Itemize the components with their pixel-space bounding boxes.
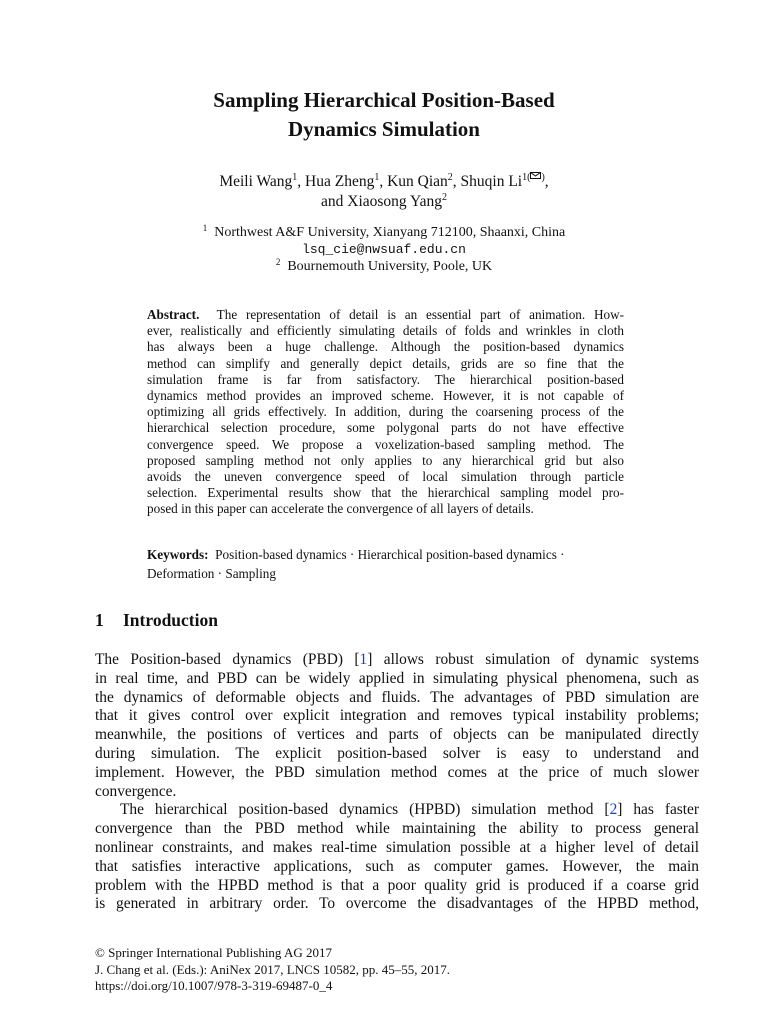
body-text-segment: problem with the HPBD method is that a poor quality grid is produced if a coarse grid xyxy=(95,876,699,894)
body-text-segment: that it gives control over explicit integration and removes typical instability problems; xyxy=(95,707,699,725)
body-text-segment: The Position-based dynamics (PBD) [ xyxy=(95,651,360,668)
abstract-line-text: method can simplify and generally depict details, grids are so fine that the xyxy=(147,355,624,371)
keywords-line-2: Deformation · Sampling xyxy=(147,566,276,581)
abstract-line xyxy=(147,388,624,404)
title-line-2: Dynamics Simulation xyxy=(288,117,480,141)
abstract-line-text: has always been a huge challenge. Although the position-based dynamics xyxy=(147,339,624,355)
body-text-segment: is generated in arbitrary order. To overcome the disadvantages of the HPBD method, xyxy=(95,895,699,913)
abstract-line xyxy=(147,339,624,355)
affiliation-number: 2 xyxy=(275,257,281,267)
title-line-1: Sampling Hierarchical Position-Based xyxy=(213,88,555,112)
keywords xyxy=(147,545,647,583)
affiliation-marker: 1 xyxy=(522,172,528,183)
author-list xyxy=(0,172,768,212)
body-line xyxy=(95,820,699,839)
body-line xyxy=(95,839,699,858)
abstract-line xyxy=(147,485,624,501)
body-line xyxy=(95,651,699,670)
email-line xyxy=(0,241,768,258)
abstract xyxy=(147,307,624,518)
section-title: Introduction xyxy=(123,610,218,630)
author-name: Xiaosong Yang xyxy=(347,193,442,210)
abstract-line-text: selection. Experimental results show that the hierarchical sampling model pro- xyxy=(147,485,624,501)
body-line xyxy=(95,764,699,783)
copyright-notice: © Springer International Publishing AG 2017 xyxy=(95,945,332,960)
abstract-line xyxy=(147,469,624,485)
abstract-line-text: proposed sampling method not only applies to any hierarchical grid but also xyxy=(147,452,624,468)
abstract-line xyxy=(147,404,624,420)
keywords-line-1: Position-based dynamics · Hierarchical position-based dynamics · xyxy=(215,547,565,562)
body-text-segment: ] has faster xyxy=(617,801,699,819)
abstract-line xyxy=(147,323,624,339)
body-text-segment: implement. However, the PBD simulation method comes at the price of much slower xyxy=(95,763,699,781)
affiliation-marker: 2 xyxy=(447,172,453,183)
section-number: 1 xyxy=(95,610,104,630)
abstract-line xyxy=(147,420,624,436)
body-line xyxy=(95,801,699,820)
body-text-segment: during simulation. The explicit position-based solver is easy to understand and xyxy=(95,744,699,762)
affiliation-marker: 2 xyxy=(442,192,447,203)
body-text-segment: that satisfies interactive applications, such as computer games. However, the main xyxy=(95,857,699,875)
abstract-label: Abstract. xyxy=(147,307,200,322)
abstract-line-text: convergence speed. We propose a voxelization-based sampling method. The xyxy=(147,436,624,452)
body-text-segment: nonlinear constraints, and makes real-time simulation possible at a higher level of detail xyxy=(95,838,699,856)
body-line xyxy=(95,877,699,896)
body-text-segment: the dynamics of deformable objects and fluids. The advantages of PBD simulation are xyxy=(95,688,699,706)
doi-link[interactable]: https://doi.org/10.1007/978-3-319-69487-0_4 xyxy=(95,978,333,993)
abstract-line xyxy=(147,453,624,469)
author-line-1: Meili Wang$^1$, Hua Zheng$^1$, Kun Qian$^2$, Shuqin $Li^{1( )}$, xyxy=(219,172,549,190)
citation-link[interactable]: 1 xyxy=(359,651,368,668)
body-text-segment: The hierarchical position-based dynamics (HPBD) simulation method [ xyxy=(120,801,610,819)
abstract-line-text: The representation of detail is an essential part of animation. How- xyxy=(216,307,624,322)
affiliation-marker: 1 xyxy=(374,172,380,183)
author-line-2 xyxy=(0,192,768,212)
abstract-line-text: dynamics method provides an improved scheme. However, it is not capable of xyxy=(147,388,624,404)
body-text-segment: meanwhile, the positions of vertices and parts of objects can be manipulated directly xyxy=(95,726,699,744)
abstract-line xyxy=(147,437,624,453)
body-line xyxy=(95,895,699,914)
author-email[interactable]: lsq_cie@nwsuaf.edu.cn xyxy=(302,242,466,257)
keywords-label: Keywords: xyxy=(147,547,209,562)
abstract-line xyxy=(147,372,624,388)
affiliation-number: 1 xyxy=(202,223,208,233)
body-line xyxy=(95,745,699,764)
abstract-line-text: simulation frame is far from satisfactory. The hierarchical position-based xyxy=(147,371,624,387)
affiliation-marker: 1 xyxy=(292,172,298,183)
citation: J. Chang et al. (Eds.): AniNex 2017, LNCS 10582, pp. 45–55, 2017. xyxy=(95,961,450,977)
author-name: Meili Wang xyxy=(219,173,293,190)
abstract-line-text: posed in this paper can accelerate the convergence of all layers of details. xyxy=(147,501,534,517)
section-heading xyxy=(95,610,218,631)
affiliation-1 xyxy=(0,224,768,241)
abstract-line xyxy=(147,501,624,517)
affiliation-text: Bournemouth University, Poole, UK xyxy=(287,259,493,274)
body-line xyxy=(95,858,699,877)
author-name: Kun Qian xyxy=(387,173,448,190)
abstract-line xyxy=(147,307,624,323)
author-name: Hua Zheng xyxy=(305,173,375,190)
body-text xyxy=(95,651,699,914)
author-name: Shuqin Li xyxy=(460,173,523,190)
body-text-segment: convergence. xyxy=(95,782,177,800)
body-text-segment: ] allows robust simulation of dynamic systems xyxy=(367,651,699,668)
body-line xyxy=(95,689,699,708)
abstract-line-text: avoids the uneven convergence speed of local simulation through particle xyxy=(147,469,624,485)
body-text-segment: in real time, and PBD can be widely applied in simulating physical phenomena, such as xyxy=(95,669,699,687)
body-line xyxy=(95,670,699,689)
affiliation-2 xyxy=(0,258,768,275)
body-line xyxy=(95,726,699,745)
body-line xyxy=(95,783,699,802)
abstract-line xyxy=(147,356,624,372)
affiliation-text: Northwest A&F University, Xianyang 712100, Shaanxi, China xyxy=(214,225,566,240)
footer xyxy=(95,945,450,995)
body-text-segment: convergence than the PBD method while maintaining the ability to process general xyxy=(95,820,699,838)
author-conjunction: and xyxy=(321,193,344,210)
abstract-line-text: optimizing all grids effectively. In addition, during the coarsening process of the xyxy=(147,404,624,420)
abstract-line-text: hierarchical selection procedure, some polygonal parts do not have effective xyxy=(147,420,624,436)
abstract-line-text: ever, realistically and efficiently simulating details of folds and wrinkles in cloth xyxy=(147,323,624,339)
paper-title xyxy=(0,86,768,144)
body-line xyxy=(95,707,699,726)
envelope-icon xyxy=(530,172,541,179)
citation-link[interactable]: 2 xyxy=(609,801,618,819)
